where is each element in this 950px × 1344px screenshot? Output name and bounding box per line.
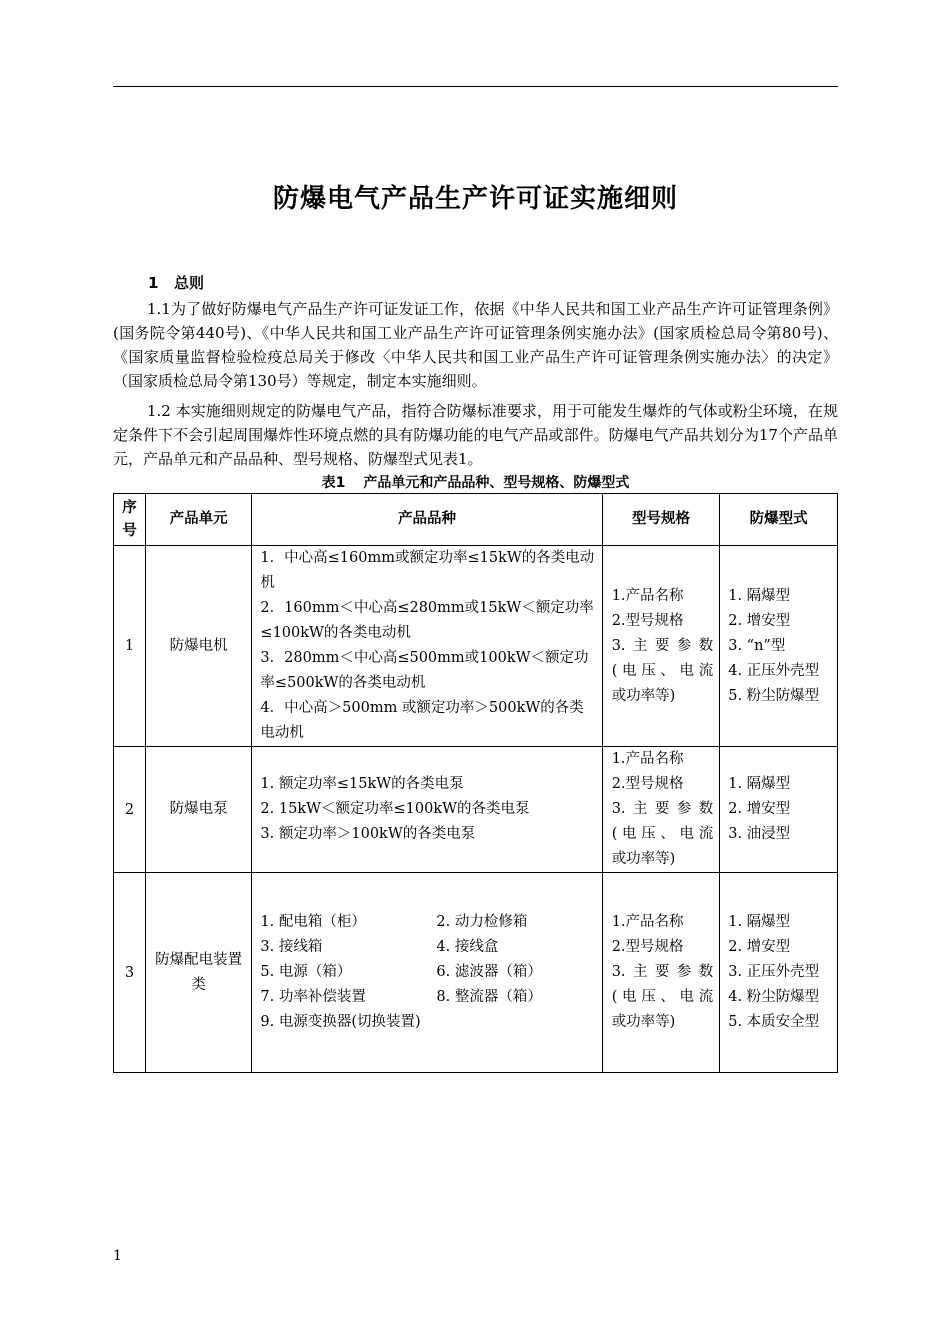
model-spec: 1.产品名称 2.型号规格 3.主要参数 (电压、电流 或功率等)	[602, 747, 720, 873]
model-spec: 1.产品名称 2.型号规格 3.主要参数 (电压、电流 或功率等)	[602, 546, 720, 747]
explosion-types: 1. 隔爆型 2. 增安型 3. 油浸型	[720, 747, 838, 873]
variety-item: 2. 15kW＜额定功率≤100kW的各类电泵	[260, 801, 530, 817]
table-caption-text: 产品单元和产品品种、型号规格、防爆型式	[363, 475, 630, 491]
variety-item: 2．160mm＜中心高≤280mm或15kW＜额定功率≤100kW的各类电动机	[260, 600, 594, 641]
product-unit: 防爆电泵	[145, 747, 252, 873]
document-title: 防爆电气产品生产许可证实施细则	[272, 184, 678, 214]
variety-item: 3. 额定功率＞100kW的各类电泵	[260, 826, 476, 842]
variety-pair: 3. 接线箱 4. 接线盒	[260, 939, 499, 955]
variety-item: 1．中心高≤160mm或额定功率≤15kW的各类电动机	[260, 550, 595, 591]
variety-item: 4．中心高＞500mm 或额定功率＞500kW的各类电动机	[260, 700, 584, 741]
product-unit: 防爆电机	[145, 546, 252, 747]
header-variety: 产品品种	[252, 494, 602, 546]
paragraph-1-2: 1.2 本实施细则规定的防爆电气产品，指符合防爆标准要求，用于可能发生爆炸的气体或粉尘环境，在规定条件下不会引起周围爆炸性环境点燃的具有防爆功能的电气产品或部件。防爆电气产品共划分为17个产品单元，产品单元和产品品种、型号规格、防爆型式见表1。	[113, 402, 838, 468]
explosion-types: 1. 隔爆型 2. 增安型 3. “n”型 4. 正压外壳型 5. 粉尘防爆型	[720, 546, 838, 747]
table-row	[114, 747, 838, 873]
row-number: 3	[114, 873, 146, 1073]
header-model: 型号规格	[602, 494, 720, 546]
product-unit: 防爆配电装置类	[145, 873, 252, 1073]
variety-pair: 1. 配电箱（柜） 2. 动力检修箱	[260, 914, 528, 930]
product-varieties	[252, 873, 602, 1073]
header-explosion: 防爆型式	[720, 494, 838, 546]
header-no: 序 号	[114, 494, 146, 546]
paragraph-1-1: 1.1为了做好防爆电气产品生产许可证发证工作，依据《中华人民共和国工业产品生产许可证管理条例》(国务院令第440号)、《中华人民共和国工业产品生产许可证管理条例实施办法》(国家质检总局令第80号)、《国家质量监督检验检疫总局关于修改〈中华人民共和国工业产品生产许可证管理条例实施办法〉的决定》（国家质检总局令第130号）等规定，制定本实施细则。	[113, 300, 838, 390]
page-number: 1	[113, 1248, 122, 1264]
variety-item: 1. 额定功率≤15kW的各类电泵	[260, 776, 464, 792]
table-caption-number: 表1	[321, 475, 346, 491]
header-rule	[113, 86, 838, 87]
row-number: 2	[114, 747, 146, 873]
model-spec: 1.产品名称 2.型号规格 3.主要参数 (电压、电流 或功率等)	[602, 873, 720, 1073]
table-row	[114, 546, 838, 747]
explosion-types: 1. 隔爆型 2. 增安型 3. 正压外壳型 4. 粉尘防爆型 5. 本质安全型	[720, 873, 838, 1073]
section-heading	[148, 272, 204, 293]
section-number: 1	[148, 274, 159, 292]
product-varieties	[252, 546, 602, 747]
table-row	[114, 873, 838, 1073]
variety-pair: 7. 功率补偿装置 8. 整流器（箱）	[260, 989, 542, 1005]
table-caption	[113, 472, 838, 492]
table-header-row	[114, 494, 838, 546]
variety-pair: 5. 电源（箱） 6. 滤波器（箱）	[260, 964, 542, 980]
section-title: 总则	[174, 274, 205, 292]
row-number: 1	[114, 546, 146, 747]
variety-item: 9. 电源变换器(切换装置)	[260, 1014, 421, 1030]
variety-item: 3．280mm＜中心高≤500mm或100kW＜额定功率≤500kW的各类电动机	[260, 650, 589, 691]
product-table	[113, 493, 838, 1073]
header-unit: 产品单元	[145, 494, 252, 546]
product-varieties	[252, 747, 602, 873]
